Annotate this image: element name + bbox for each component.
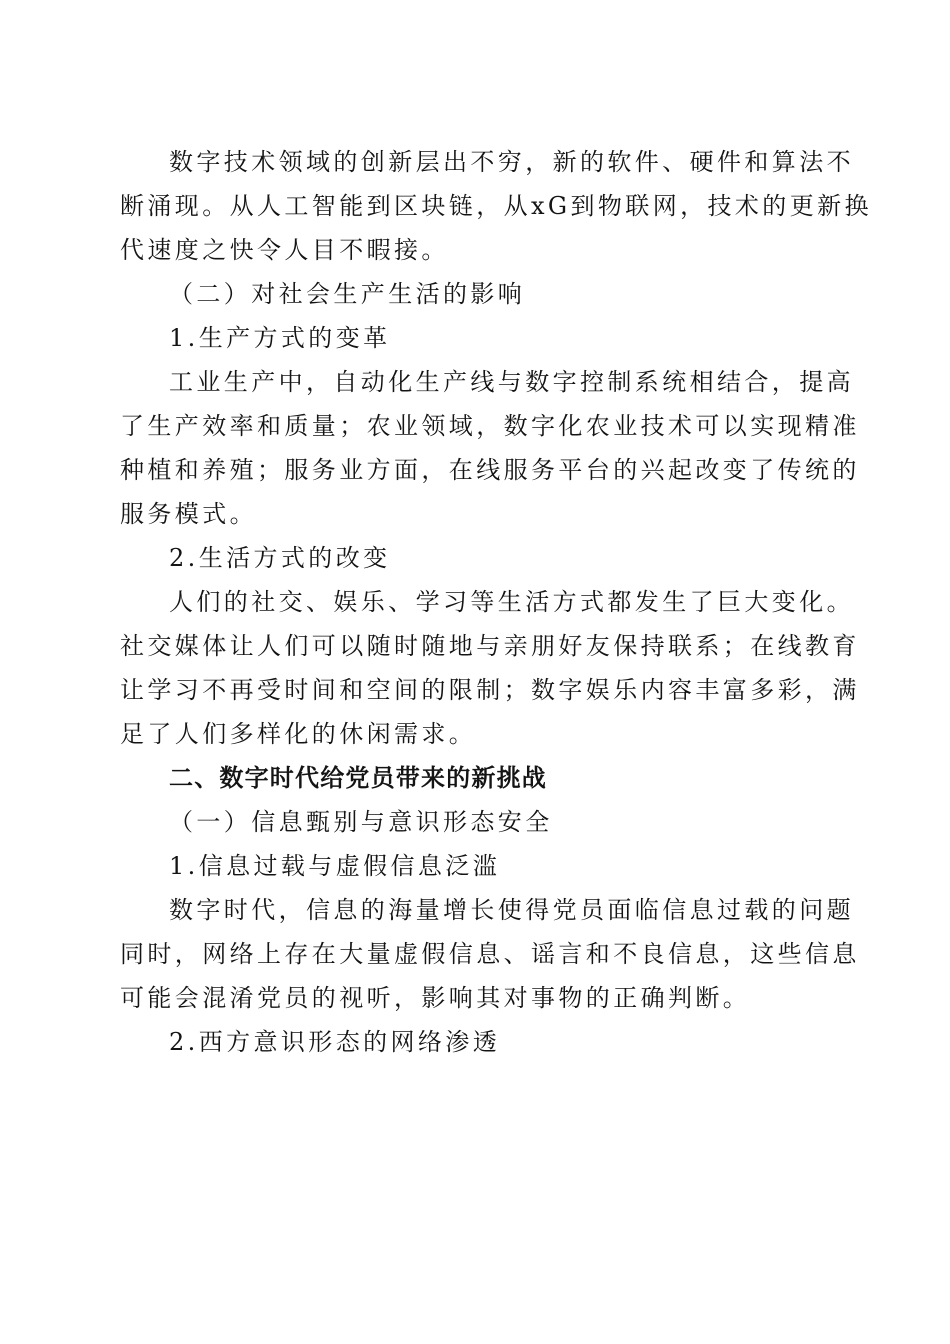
- text-line: 工业生产中，自动化生产线与数字控制系统相结合，提高: [169, 368, 854, 396]
- text-line: 社交媒体让人们可以随时随地与亲朋好友保持联系；在线教育: [120, 632, 860, 660]
- text-line: 服务模式。: [120, 500, 257, 528]
- text-line: 断涌现。从人工智能到区块链，从xG到物联网，技术的更新换: [120, 192, 872, 220]
- text-line: 种植和养殖；服务业方面，在线服务平台的兴起改变了传统的: [120, 456, 860, 484]
- item-production-change: 1.生产方式的变革: [169, 324, 391, 352]
- subheading-info-security: （一）信息甄别与意识形态安全: [169, 808, 553, 836]
- item-western-ideology: 2.西方意识形态的网络渗透: [169, 1028, 501, 1056]
- paragraph-lifestyle: [120, 580, 860, 756]
- text-line: 代速度之快令人目不暇接。: [120, 236, 449, 264]
- text-line: 人们的社交、娱乐、学习等生活方式都发生了巨大变化。: [169, 588, 854, 616]
- item-info-overload: 1.信息过载与虚假信息泛滥: [169, 852, 501, 880]
- text-line: 让学习不再受时间和空间的限制；数字娱乐内容丰富多彩，满: [120, 676, 860, 704]
- text-line: 同时，网络上存在大量虚假信息、谣言和不良信息，这些信息: [120, 940, 860, 968]
- paragraph-production: [120, 360, 860, 536]
- paragraph-tech-innovation: [120, 140, 872, 272]
- section-heading-challenges: 二、数字时代给党员带来的新挑战: [169, 764, 547, 792]
- document-body: [120, 140, 872, 1064]
- text-line: 了生产效率和质量；农业领域，数字化农业技术可以实现精准: [120, 412, 860, 440]
- subheading-social-impact: （二）对社会生产生活的影响: [169, 280, 526, 308]
- text-line: 数字时代，信息的海量增长使得党员面临信息过载的问题: [169, 896, 854, 924]
- text-line: 足了人们多样化的休闲需求。: [120, 720, 477, 748]
- text-line: 可能会混淆党员的视听，影响其对事物的正确判断。: [120, 984, 751, 1012]
- paragraph-info-overload: [120, 888, 860, 1020]
- item-lifestyle-change: 2.生活方式的改变: [169, 544, 391, 572]
- text-line: 数字技术领域的创新层出不穷，新的软件、硬件和算法不: [169, 148, 854, 176]
